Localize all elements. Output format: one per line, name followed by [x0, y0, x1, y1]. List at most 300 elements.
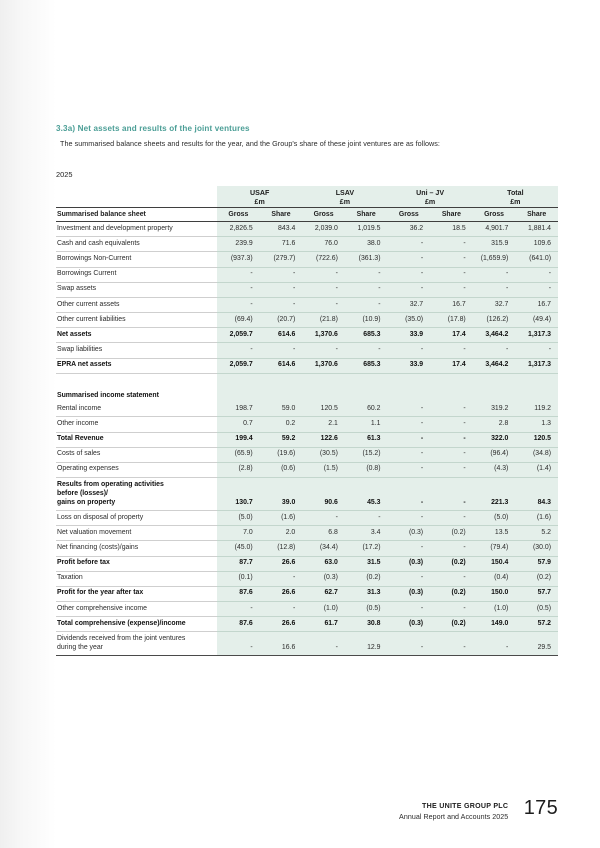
- table-cell: (17.8): [430, 313, 473, 328]
- table-cell: 36.2: [388, 222, 431, 237]
- row-label-line: Operating expenses: [57, 465, 119, 473]
- table-cell: -: [260, 297, 303, 312]
- table-row: [56, 282, 558, 297]
- table-cell: -: [388, 571, 431, 586]
- table-cell: -: [345, 267, 388, 282]
- table-cell: 239.9: [217, 237, 260, 252]
- group-name-usaf: USAF: [250, 189, 270, 197]
- table-cell: 87.6: [217, 586, 260, 601]
- table-cell: -: [430, 462, 473, 477]
- table-cell: -: [430, 402, 473, 417]
- table-cell: (0.4): [473, 571, 516, 586]
- table-cell: 59.2: [260, 432, 303, 447]
- table-cell: 1,370.6: [302, 328, 345, 343]
- table-cell: (45.0): [217, 541, 260, 556]
- table-cell: 2.0: [260, 526, 303, 541]
- row-label-line: Other current assets: [57, 300, 120, 308]
- table-cell: -: [302, 267, 345, 282]
- table-cell: -: [388, 343, 431, 358]
- page-spine-shading: [0, 0, 56, 848]
- group-header-uni-jv: [388, 186, 473, 208]
- table-cell: 199.4: [217, 432, 260, 447]
- table-cell: 0.2: [260, 417, 303, 432]
- table-cell: (4.3): [473, 462, 516, 477]
- table-cell: 57.9: [515, 556, 558, 571]
- table-cell: 319.2: [473, 402, 516, 417]
- table-cell: (49.4): [515, 313, 558, 328]
- table-cell: 3,464.2: [473, 358, 516, 373]
- table-cell: (0.8): [345, 462, 388, 477]
- column-header-unijv-share: Share: [430, 208, 473, 222]
- table-cell: 130.7: [217, 478, 260, 511]
- table-cell: 26.6: [260, 556, 303, 571]
- group-header-spacer: [56, 186, 217, 208]
- table-cell: -: [388, 462, 431, 477]
- row-label: [56, 602, 217, 617]
- table-cell: (2.8): [217, 462, 260, 477]
- table-cell: 71.6: [260, 237, 303, 252]
- table-cell: (1.4): [515, 462, 558, 477]
- table-cell: 5.2: [515, 526, 558, 541]
- table-cell: 84.3: [515, 478, 558, 511]
- table-row: [56, 328, 558, 343]
- table-cell: 31.3: [345, 586, 388, 601]
- table-cell: (96.4): [473, 447, 516, 462]
- table-cell: -: [388, 541, 431, 556]
- group-unit-uni-jv: £m: [424, 198, 436, 207]
- table-cell: 2.8: [473, 417, 516, 432]
- table-row: [56, 511, 558, 526]
- table-cell: (722.6): [302, 252, 345, 267]
- table-cell: -: [302, 343, 345, 358]
- section-intro-text: The summarised balance sheets and results for the year, and the Group's share of these joint ventures are as follows:: [60, 139, 440, 148]
- table-cell: -: [217, 632, 260, 656]
- table-cell: (361.3): [345, 252, 388, 267]
- page-number: 175: [523, 797, 558, 819]
- table-row: [56, 556, 558, 571]
- table-cell: -: [388, 602, 431, 617]
- table-row: [56, 541, 558, 556]
- row-label: [56, 432, 217, 447]
- row-label: [56, 297, 217, 312]
- column-header-total-share: Share: [515, 208, 558, 222]
- table-cell: -: [217, 297, 260, 312]
- row-label-line: Net valuation movement: [57, 528, 132, 536]
- table-cell: -: [388, 511, 431, 526]
- table-cell: (1.5): [302, 462, 345, 477]
- balance-sheet-header: Summarised balance sheet: [56, 208, 217, 222]
- table-cell: 3,464.2: [473, 328, 516, 343]
- income-statement-subheading-row: [56, 383, 558, 403]
- table-row: [56, 432, 558, 447]
- table-cell: 16.7: [515, 297, 558, 312]
- table-cell: 150.0: [473, 586, 516, 601]
- table-cell: -: [388, 478, 431, 511]
- row-label-line: during the year: [57, 643, 103, 651]
- row-label: [56, 282, 217, 297]
- table-cell: (0.2): [345, 571, 388, 586]
- table-cell: -: [217, 267, 260, 282]
- table-cell: -: [217, 343, 260, 358]
- table-cell: -: [345, 282, 388, 297]
- table-row: [56, 526, 558, 541]
- page-footer: [399, 798, 558, 822]
- table-cell: 33.9: [388, 358, 431, 373]
- row-label: [56, 541, 217, 556]
- table-cell: -: [217, 282, 260, 297]
- column-header-total-gross: Gross: [473, 208, 516, 222]
- table-cell: (30.5): [302, 447, 345, 462]
- table-cell: -: [388, 447, 431, 462]
- table-cell: 76.0: [302, 237, 345, 252]
- row-label-line: EPRA net assets: [57, 361, 112, 369]
- row-label: [56, 417, 217, 432]
- table-cell: 198.7: [217, 402, 260, 417]
- table-cell: 31.5: [345, 556, 388, 571]
- table-cell: 221.3: [473, 478, 516, 511]
- section-gap-row: [56, 373, 558, 383]
- table-cell: 39.0: [260, 478, 303, 511]
- table-cell: -: [302, 282, 345, 297]
- table-cell: (21.8): [302, 313, 345, 328]
- table-cell: -: [217, 602, 260, 617]
- table-cell: 685.3: [345, 328, 388, 343]
- table-cell: 61.3: [345, 432, 388, 447]
- row-label: [56, 478, 217, 511]
- table-head: [56, 186, 558, 222]
- table-cell: (0.3): [388, 617, 431, 632]
- table-cell: (1.0): [302, 602, 345, 617]
- table-cell: (30.0): [515, 541, 558, 556]
- table-cell: (641.0): [515, 252, 558, 267]
- table-cell: 120.5: [515, 432, 558, 447]
- table-cell: (279.7): [260, 252, 303, 267]
- row-label: [56, 313, 217, 328]
- table-cell: 1.3: [515, 417, 558, 432]
- table-cell: -: [260, 282, 303, 297]
- table-cell: -: [430, 571, 473, 586]
- row-label-line: gains on property: [57, 498, 116, 506]
- row-label: [56, 343, 217, 358]
- table-cell: -: [388, 267, 431, 282]
- table-cell: -: [388, 632, 431, 656]
- table-row: [56, 297, 558, 312]
- table-cell: (79.4): [473, 541, 516, 556]
- table-cell: 57.7: [515, 586, 558, 601]
- group-unit-lsav: £m: [339, 198, 351, 207]
- table-cell: -: [302, 297, 345, 312]
- table-cell: -: [515, 267, 558, 282]
- table-cell: -: [430, 417, 473, 432]
- row-label-line: Loss on disposal of property: [57, 513, 144, 521]
- table-cell: (0.5): [515, 602, 558, 617]
- row-label-line: Profit before tax: [57, 559, 110, 567]
- table-row: [56, 252, 558, 267]
- table-cell: (0.3): [388, 526, 431, 541]
- table-cell: -: [302, 632, 345, 656]
- table-cell: 614.6: [260, 358, 303, 373]
- table-cell: -: [345, 343, 388, 358]
- table-cell: -: [430, 447, 473, 462]
- row-label-line: Total comprehensive (expense)/income: [57, 619, 186, 627]
- table-cell: -: [430, 252, 473, 267]
- row-label-line: Swap assets: [57, 285, 97, 293]
- table-cell: 29.5: [515, 632, 558, 656]
- table-cell: (1.6): [515, 511, 558, 526]
- table-cell: -: [430, 282, 473, 297]
- table-cell: 1,370.6: [302, 358, 345, 373]
- table-cell: (5.0): [473, 511, 516, 526]
- table-cell: (35.0): [388, 313, 431, 328]
- table-cell: -: [260, 571, 303, 586]
- row-label: [56, 252, 217, 267]
- footer-report-title: Annual Report and Accounts 2025: [399, 812, 509, 821]
- table-row: [56, 237, 558, 252]
- table-cell: 0.7: [217, 417, 260, 432]
- table-cell: 38.0: [345, 237, 388, 252]
- table-cell: 12.9: [345, 632, 388, 656]
- table-cell: -: [430, 602, 473, 617]
- table-cell: 30.8: [345, 617, 388, 632]
- table-cell: 87.7: [217, 556, 260, 571]
- table-cell: (65.9): [217, 447, 260, 462]
- table-cell: -: [430, 541, 473, 556]
- table-cell: (15.2): [345, 447, 388, 462]
- row-label-line: Net financing (costs)/gains: [57, 544, 139, 551]
- row-label: [56, 328, 217, 343]
- table-cell: 2,826.5: [217, 222, 260, 237]
- table-cell: (0.3): [302, 571, 345, 586]
- income-statement-header: Summarised income statement: [56, 383, 217, 403]
- table-row: [56, 632, 558, 656]
- row-label: [56, 526, 217, 541]
- row-label-line: Results from operating activities: [57, 480, 164, 488]
- table-row: [56, 586, 558, 601]
- table-cell: (0.2): [515, 571, 558, 586]
- table-cell: 18.5: [430, 222, 473, 237]
- row-label-line: Profit for the year after tax: [57, 589, 144, 597]
- row-label: [56, 447, 217, 462]
- table-cell: -: [473, 282, 516, 297]
- section-heading: 3.3a) Net assets and results of the joint ventures: [56, 124, 250, 133]
- row-label: [56, 632, 217, 656]
- table-cell: 120.5: [302, 402, 345, 417]
- table-row: [56, 447, 558, 462]
- row-label-line: Swap liabilities: [57, 346, 103, 353]
- table-cell: (17.2): [345, 541, 388, 556]
- table-cell: 32.7: [473, 297, 516, 312]
- table-row: [56, 358, 558, 373]
- table-cell: (1.6): [260, 511, 303, 526]
- table-cell: -: [430, 478, 473, 511]
- table-cell: (20.7): [260, 313, 303, 328]
- table-cell: -: [473, 632, 516, 656]
- table-row: [56, 478, 558, 511]
- row-label: [56, 358, 217, 373]
- column-header-unijv-gross: Gross: [388, 208, 431, 222]
- table-cell: (0.2): [430, 586, 473, 601]
- table-cell: 843.4: [260, 222, 303, 237]
- table-cell: 3.4: [345, 526, 388, 541]
- table-cell: -: [430, 511, 473, 526]
- table-cell: 685.3: [345, 358, 388, 373]
- table-cell: 61.7: [302, 617, 345, 632]
- table-cell: -: [260, 267, 303, 282]
- table-cell: -: [345, 297, 388, 312]
- table-cell: 150.4: [473, 556, 516, 571]
- group-name-lsav: LSAV: [335, 189, 355, 197]
- table-row: [56, 571, 558, 586]
- table-cell: 60.2: [345, 402, 388, 417]
- table-cell: (937.3): [217, 252, 260, 267]
- table-cell: 7.0: [217, 526, 260, 541]
- row-label: [56, 267, 217, 282]
- table-cell: -: [260, 602, 303, 617]
- table-cell: -: [515, 343, 558, 358]
- table-cell: 2.1: [302, 417, 345, 432]
- row-label-line: Taxation: [57, 574, 83, 582]
- table-cell: 16.6: [260, 632, 303, 656]
- row-label-line: Costs of sales: [57, 450, 101, 458]
- table-cell: (0.2): [430, 556, 473, 571]
- table-cell: 614.6: [260, 328, 303, 343]
- row-label: [56, 617, 217, 632]
- table-cell: -: [473, 267, 516, 282]
- table-cell: (34.4): [302, 541, 345, 556]
- table-cell: 315.9: [473, 237, 516, 252]
- table-cell: (5.0): [217, 511, 260, 526]
- table-cell: -: [430, 432, 473, 447]
- table-cell: 90.6: [302, 478, 345, 511]
- group-header-total: [473, 186, 558, 208]
- table-cell: -: [388, 237, 431, 252]
- row-label-line: Other income: [57, 419, 99, 427]
- joint-ventures-financial-table: [56, 186, 558, 656]
- table-cell: -: [388, 402, 431, 417]
- row-label: [56, 556, 217, 571]
- table-row: [56, 402, 558, 417]
- table-cell: 45.3: [345, 478, 388, 511]
- income-statement-subheading-tint: [217, 383, 558, 403]
- table-cell: 17.4: [430, 358, 473, 373]
- row-label-line: Net assets: [57, 330, 92, 338]
- table-cell: (19.6): [260, 447, 303, 462]
- row-label-line: Dividends received from the joint ventures: [57, 634, 186, 642]
- table-cell: 62.7: [302, 586, 345, 601]
- column-header-lsav-gross: Gross: [302, 208, 345, 222]
- table-cell: 1,317.3: [515, 328, 558, 343]
- table-cell: 26.6: [260, 617, 303, 632]
- row-label: [56, 586, 217, 601]
- table-cell: -: [388, 282, 431, 297]
- column-header-usaf-share: Share: [260, 208, 303, 222]
- table-cell: -: [260, 343, 303, 358]
- table-cell: -: [302, 511, 345, 526]
- table-cell: -: [515, 282, 558, 297]
- table-cell: (1.0): [473, 602, 516, 617]
- table-row: [56, 222, 558, 237]
- table-cell: -: [388, 432, 431, 447]
- year-label: 2025: [56, 170, 73, 179]
- table-cell: 2,039.0: [302, 222, 345, 237]
- row-label-line: Other comprehensive income: [57, 604, 148, 612]
- column-header-lsav-share: Share: [345, 208, 388, 222]
- row-label-line: Rental income: [57, 404, 102, 412]
- footer-text-block: [399, 798, 508, 822]
- table-cell: 4,901.7: [473, 222, 516, 237]
- row-label-line: before (losses)/: [57, 489, 108, 497]
- column-header-usaf-gross: Gross: [217, 208, 260, 222]
- group-name-uni-jv: Uni – JV: [416, 189, 445, 197]
- table-cell: (10.9): [345, 313, 388, 328]
- row-label: [56, 237, 217, 252]
- table-cell: 13.5: [473, 526, 516, 541]
- table-cell: (0.5): [345, 602, 388, 617]
- table-cell: (1,659.9): [473, 252, 516, 267]
- table-cell: 33.9: [388, 328, 431, 343]
- section-gap-spacer: [56, 373, 217, 383]
- table-row: [56, 313, 558, 328]
- table-cell: 1,881.4: [515, 222, 558, 237]
- table-cell: -: [430, 343, 473, 358]
- table-cell: 17.4: [430, 328, 473, 343]
- table-cell: -: [430, 632, 473, 656]
- table-cell: (0.3): [388, 556, 431, 571]
- table-cell: 2,059.7: [217, 358, 260, 373]
- table-cell: -: [345, 511, 388, 526]
- table-cell: -: [388, 252, 431, 267]
- table-cell: (0.6): [260, 462, 303, 477]
- row-label: [56, 571, 217, 586]
- table-row: [56, 417, 558, 432]
- table-cell: 122.6: [302, 432, 345, 447]
- table-cell: 87.6: [217, 617, 260, 632]
- table-cell: 109.6: [515, 237, 558, 252]
- row-label-line: Cash and cash equivalents: [57, 239, 140, 247]
- table-cell: 26.6: [260, 586, 303, 601]
- footer-company-name: THE UNITE GROUP PLC: [422, 802, 509, 810]
- table-cell: 2,059.7: [217, 328, 260, 343]
- table-cell: (0.3): [388, 586, 431, 601]
- row-label-line: Borrowings Non-Current: [57, 255, 132, 263]
- table-cell: -: [473, 343, 516, 358]
- table-cell: 1.1: [345, 417, 388, 432]
- group-unit-usaf: £m: [254, 198, 265, 207]
- table-cell: 32.7: [388, 297, 431, 312]
- table-cell: (69.4): [217, 313, 260, 328]
- table-cell: 63.0: [302, 556, 345, 571]
- table-cell: (0.2): [430, 526, 473, 541]
- table-cell: -: [430, 237, 473, 252]
- table-cell: 1,019.5: [345, 222, 388, 237]
- table-cell: (12.8): [260, 541, 303, 556]
- table-cell: 119.2: [515, 402, 558, 417]
- table-cell: 149.0: [473, 617, 516, 632]
- table-cell: 16.7: [430, 297, 473, 312]
- table-cell: (0.1): [217, 571, 260, 586]
- table-cell: (126.2): [473, 313, 516, 328]
- row-label-line: Other current liabilities: [57, 315, 126, 323]
- table-body: [56, 222, 558, 656]
- table-cell: (0.2): [430, 617, 473, 632]
- table-group-header-row: [56, 186, 558, 208]
- table-row: [56, 617, 558, 632]
- table-cell: (34.8): [515, 447, 558, 462]
- table-cell: 6.8: [302, 526, 345, 541]
- table-cell: 1,317.3: [515, 358, 558, 373]
- group-header-usaf: [217, 186, 302, 208]
- group-unit-total: £m: [510, 198, 521, 207]
